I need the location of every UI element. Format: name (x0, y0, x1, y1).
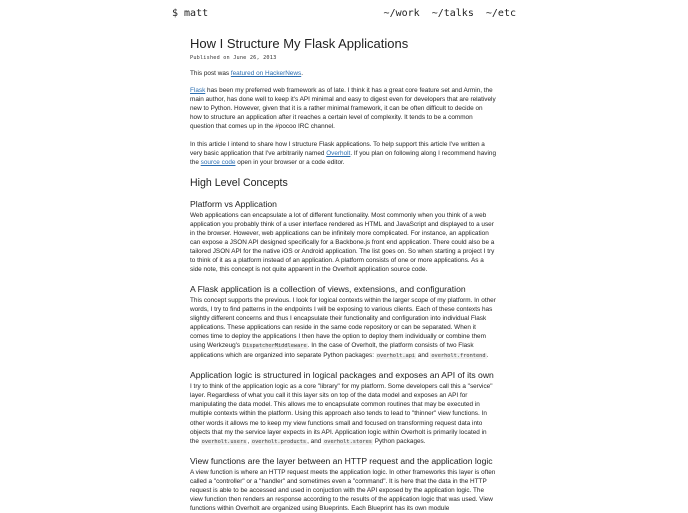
nav-etc-link[interactable]: ~/etc (485, 8, 516, 19)
paragraph-app-logic: I try to think of the application logic as a core "library" for my platform. Some developers call this a "service" layer. Regardless of what you call it this layer sits on top of the data model and exposes an API for manipulating the data model. This allows me to encapsulate common routines that may be executed in multiple contexts within the platform. Using this approach also tends to lead to "thinner" view functions. In other words it allows me to keep my view functions small and focused on transforming request data into objects that my the service layer expects in its API. Application logic within Overholt is primarily located in the overholt.users, overholt.products, and overholt.stores Python packages. (190, 383, 493, 445)
publish-date: Published on June 26, 2013 (190, 55, 277, 61)
code-users-package: overholt.users (201, 438, 247, 445)
nav-work-link[interactable]: ~/work (383, 8, 420, 19)
paragraph-article-intent: In this article I intend to share how I structure Flask applications. To help support this article I've written a very basic application that I've arbitrarily named Overholt. If you plan on following along I recommend having the source code open in your browser or a code editor. (190, 140, 497, 166)
site-nav (378, 8, 516, 19)
page-title: How I Structure My Flask Applications (190, 36, 409, 51)
subheading-flask-app: A Flask application is a collection of views, extensions, and configuration (190, 283, 466, 294)
flask-link[interactable]: Flask (190, 87, 206, 95)
nav-talks-link[interactable]: ~/talks (431, 8, 474, 19)
subheading-platform: Platform vs Application (190, 198, 277, 209)
paragraph-flask-app: This concept supports the previous. I look for logical contexts within the larger scope of my platform. In other words, I try to find patterns in the endpoints I will be exposing to various clients. Each of these contexts has slightly different concerns and thus I encapsulate their functionality and configuration into individual Flask applications. These applications can reside in the same code repository or can be separated. When it comes time to deploy the applications I then have the option to deploy them individually or combine them using Werkzeug's DispatcherMiddleware. In the case of Overholt, the platform consists of two Flask applications which are organized into separate Python packages: overholt.api and overholt.frontend. (190, 296, 496, 360)
code-dispatcher: DispatcherMiddleware (242, 342, 307, 349)
paragraph-platform: Web applications can encapsulate a lot of different functionality. Most commonly when you think of a web application you probably think of a user interface rendered as HTML and JavaScript and displayed to a user in the browser. However, web applications can be infinitely more complicated. For instance, an application can expose a JSON API designed specifically for a Backbone.js front end application. There could also be a tailored JSON API for the native iOS or Android application. The list goes on. So when starting a project I try to think of it as a platform instead of an application. A platform consists of one or more applications. As a side note, this concept is not quite apparent in the Overholt application source code. (190, 211, 495, 274)
code-products-package: overholt.products (251, 438, 307, 445)
section-heading-high-level: High Level Concepts (190, 176, 288, 189)
article (190, 36, 496, 513)
subheading-view-functions: View functions are the layer between an HTTP request and the application logic (190, 455, 493, 466)
code-frontend-package: overholt.frontend (431, 353, 486, 360)
code-stores-package: overholt.stores (324, 438, 372, 445)
site-brand[interactable]: $ matt (172, 8, 209, 19)
intro-paragraph: This post was featured on HackerNews. (190, 70, 303, 77)
code-api-package: overholt.api (376, 353, 416, 360)
source-code-link[interactable]: source code (200, 158, 236, 166)
subheading-app-logic: Application logic is structured in logical packages and exposes an API of its own (190, 370, 494, 381)
hackernews-link[interactable]: featured on HackerNews (230, 70, 302, 77)
paragraph-flask: Flask has been my preferred web framework as of late. I think it has a great core feature set and Armin, the main author, has done well to keep it's API minimal and easy to digest even for developers that are relatively new to Python. However, given that it is a rather minimal framework, it can be often difficult to decide on how to structure an application after it reaches a certain level of complexity. It tends to be a common question that comes up in the #pocoo IRC channel. (190, 87, 496, 131)
top-bar (0, 0, 688, 28)
paragraph-view-functions: A view function is where an HTTP request meets the application logic. In other frameworks this layer is often called a "controller" or a "handler" and sometimes even a "command". It is here that the data in the HTTP request is able to be accessed and used in conjuction with the API exposed by the application logic. The view function then renders an response according to the results of the application logic that was used. View functions within Overholt are organized using Blueprints. Each Blueprint has its own module (190, 468, 496, 513)
overholt-link[interactable]: Overholt (326, 149, 351, 157)
